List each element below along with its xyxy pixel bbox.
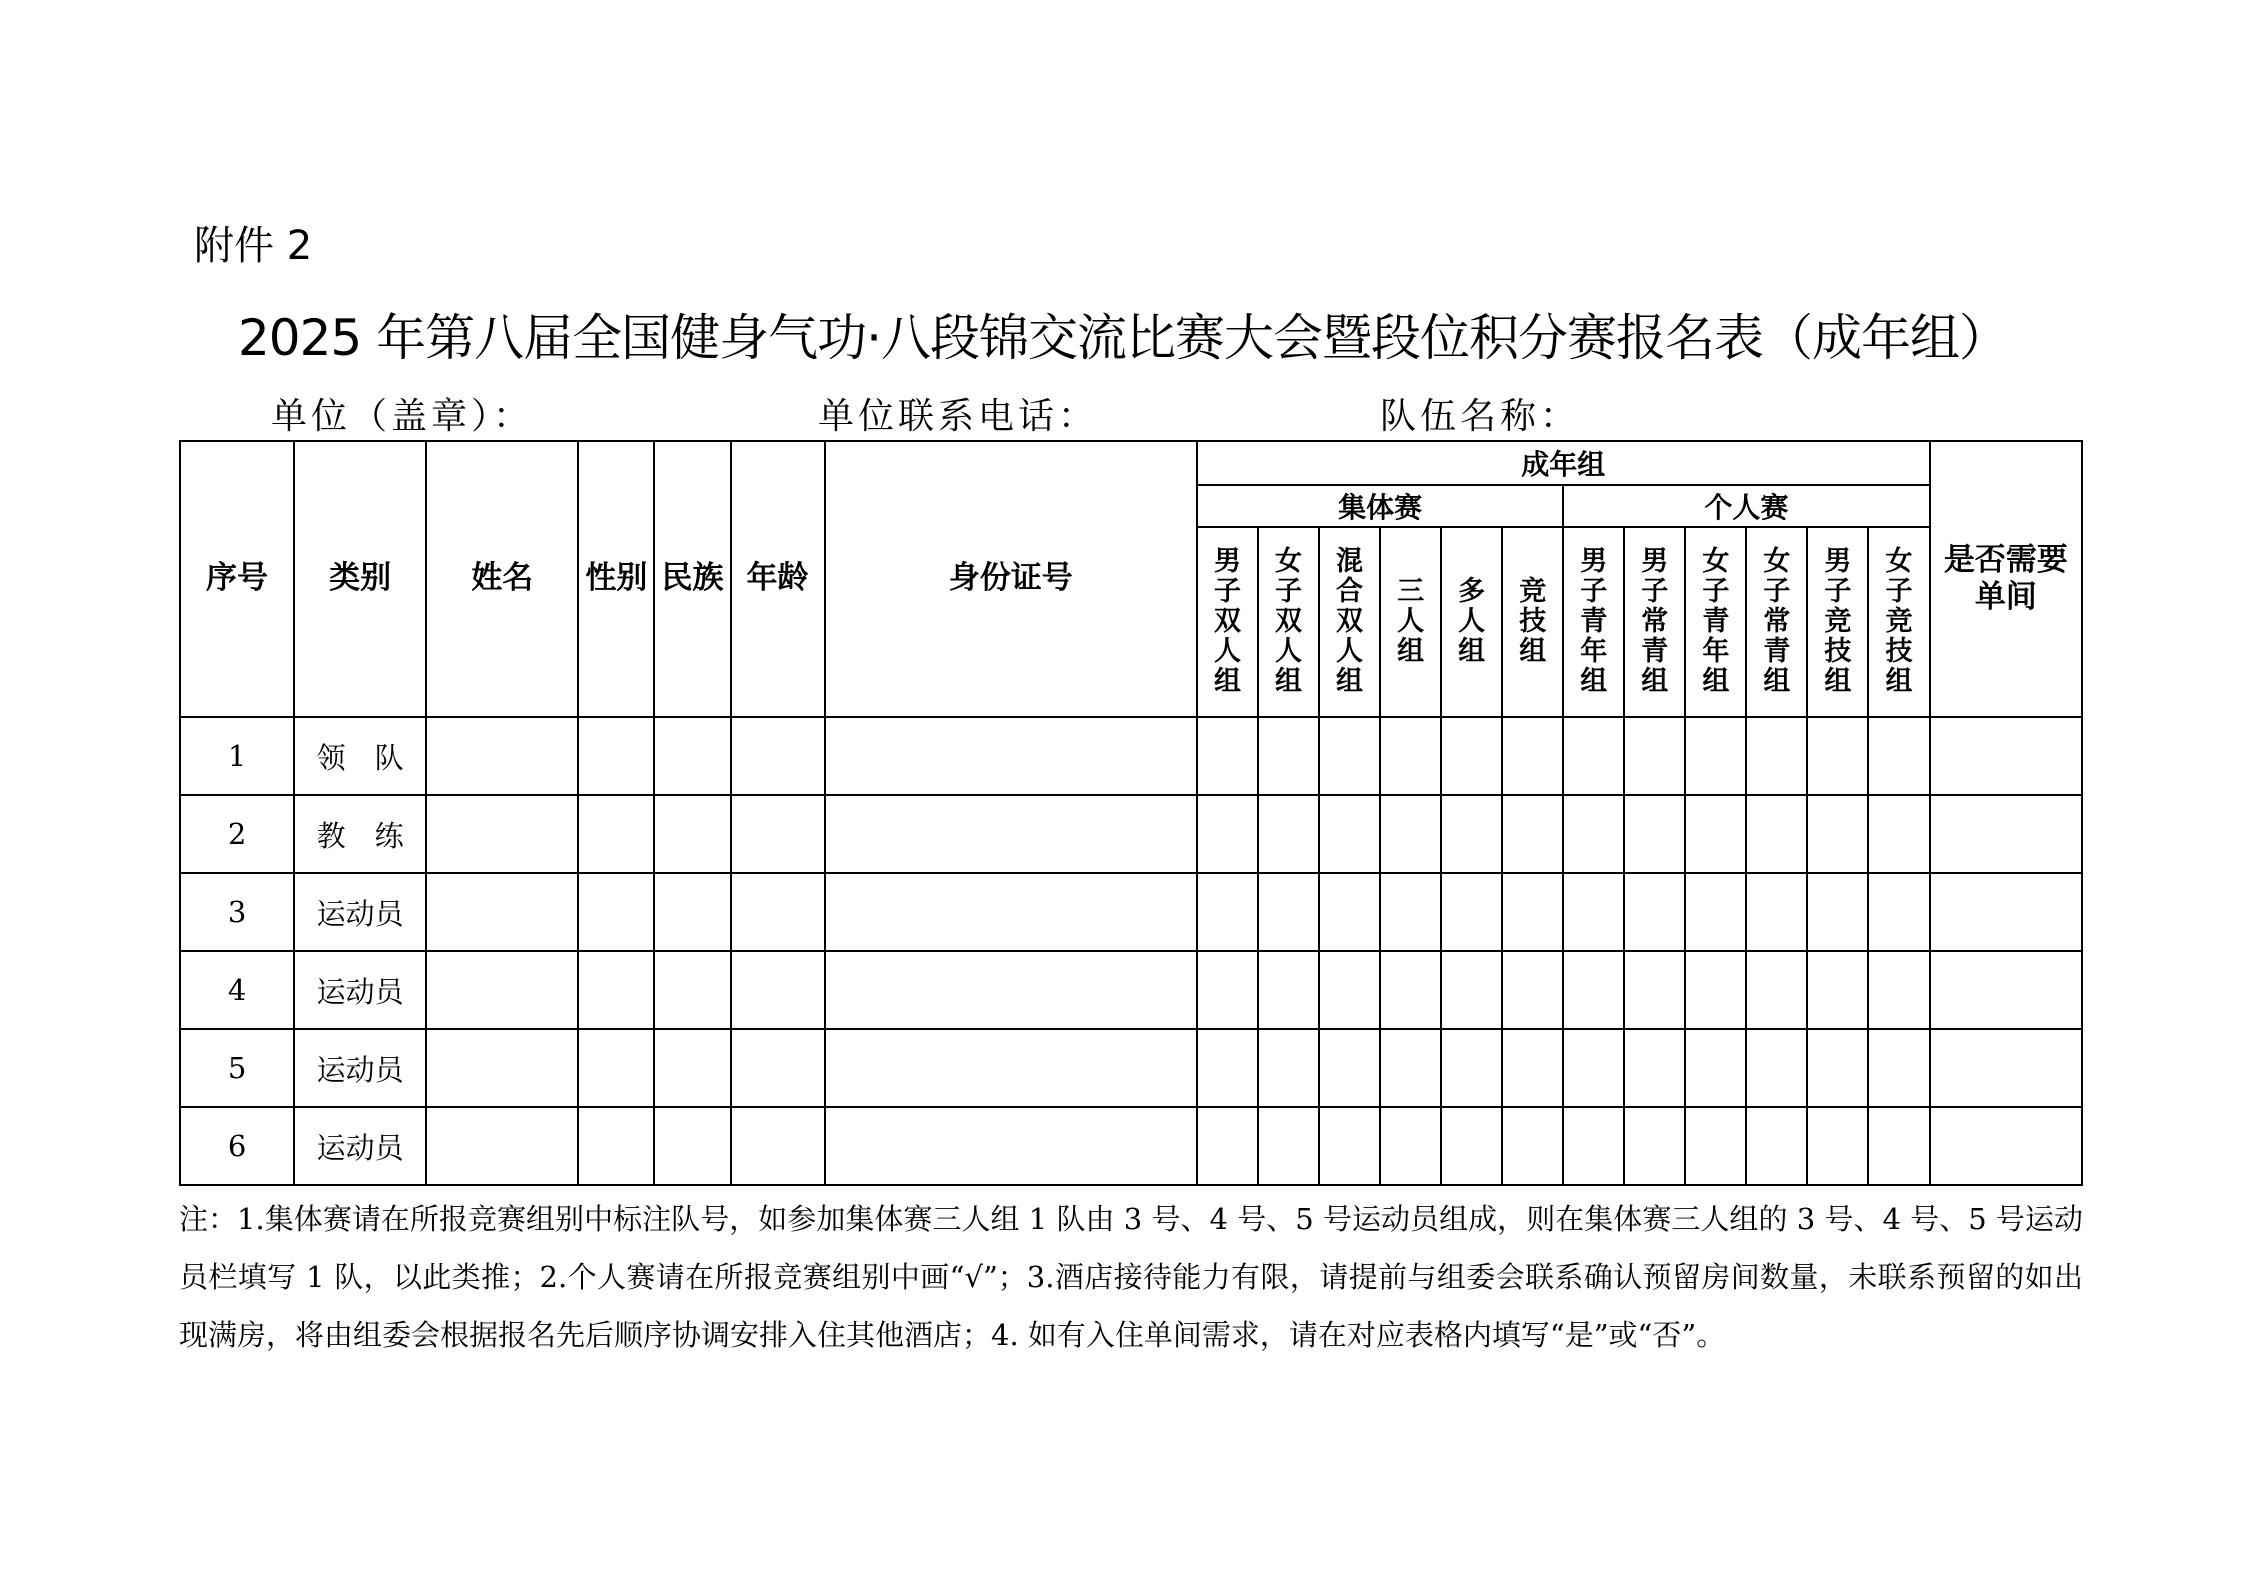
row-category: 运动员 xyxy=(294,951,426,1029)
table-row xyxy=(180,1107,2082,1185)
entry-cell[interactable] xyxy=(1319,873,1380,951)
entry-cell[interactable] xyxy=(1502,1029,1563,1107)
table-row xyxy=(180,951,2082,1029)
entry-cell[interactable] xyxy=(426,1029,578,1107)
entry-cell[interactable] xyxy=(654,717,730,795)
table-row xyxy=(180,1029,2082,1107)
entry-cell[interactable] xyxy=(1868,873,1929,951)
entry-cell[interactable] xyxy=(1685,951,1746,1029)
entry-cell[interactable] xyxy=(1502,1107,1563,1185)
row-category: 运动员 xyxy=(294,1029,426,1107)
entry-cell[interactable] xyxy=(1624,717,1685,795)
header-event-collective-4 xyxy=(1441,527,1502,717)
header-event-collective-1 xyxy=(1258,527,1319,717)
entry-cell[interactable] xyxy=(1868,717,1929,795)
event-label: 女 子 竞 技 组 xyxy=(1885,546,1913,697)
entry-cell[interactable] xyxy=(731,873,825,951)
entry-cell[interactable] xyxy=(654,873,730,951)
entry-cell[interactable] xyxy=(1563,951,1624,1029)
entry-cell[interactable] xyxy=(1258,717,1319,795)
row-seq: 2 xyxy=(180,795,294,873)
header-seq: 序号 xyxy=(180,441,294,717)
header-ethnicity: 民族 xyxy=(654,441,730,717)
attachment-label: 附件 2 xyxy=(194,223,313,269)
entry-cell[interactable] xyxy=(1319,1107,1380,1185)
entry-cell[interactable] xyxy=(1441,873,1502,951)
entry-cell[interactable] xyxy=(1746,717,1807,795)
row-category: 教 练 xyxy=(294,795,426,873)
event-label: 女 子 双 人 组 xyxy=(1275,546,1302,697)
entry-cell[interactable] xyxy=(1930,1029,2082,1107)
header-age: 年龄 xyxy=(731,441,825,717)
entry-cell[interactable] xyxy=(1258,1029,1319,1107)
entry-cell[interactable] xyxy=(654,951,730,1029)
row-seq: 5 xyxy=(180,1029,294,1107)
event-label: 女 子 青 年 组 xyxy=(1702,546,1730,697)
entry-cell[interactable] xyxy=(1380,951,1441,1029)
entry-cell[interactable] xyxy=(1380,795,1441,873)
entry-cell[interactable] xyxy=(1441,1029,1502,1107)
entry-cell[interactable] xyxy=(1258,795,1319,873)
entry-cell[interactable] xyxy=(1624,873,1685,951)
entry-cell[interactable] xyxy=(1197,1107,1258,1185)
entry-cell[interactable] xyxy=(1563,873,1624,951)
entry-cell[interactable] xyxy=(825,795,1197,873)
entry-cell[interactable] xyxy=(825,951,1197,1029)
entry-cell[interactable] xyxy=(1807,795,1868,873)
entry-cell[interactable] xyxy=(1685,795,1746,873)
entry-cell[interactable] xyxy=(578,873,654,951)
header-row-1 xyxy=(180,441,2082,485)
table-row xyxy=(180,795,2082,873)
table-row xyxy=(180,717,2082,795)
entry-cell[interactable] xyxy=(1258,951,1319,1029)
registration-table xyxy=(179,440,2083,1186)
entry-cell[interactable] xyxy=(1258,873,1319,951)
event-label: 多 人 组 xyxy=(1458,576,1486,667)
header-adult-group: 成年组 xyxy=(1197,441,1930,485)
footnote: 注：1.集体赛请在所报竞赛组别中标注队号，如参加集体赛三人组 1 队由 3 号、4 号、5 号运动员组成，则在集体赛三人组的 3 号、4 号、5 号运动员栏填写 1 队，以此类推；2.个人赛请在所报竞赛组别中画“√”；3.酒店接待能力有限，请提前与组委会联系确认预留房间数量，未联系预留的如出现满房，将由组委会根据报名先后顺序协调安排入住其他酒店；4. 如有入住单间需求，请在对应表格内填写“是”或“否”。 xyxy=(179,1202,2083,1352)
entry-cell[interactable] xyxy=(1807,717,1868,795)
entry-cell[interactable] xyxy=(1258,1107,1319,1185)
entry-cell[interactable] xyxy=(1685,1029,1746,1107)
header-event-collective-5 xyxy=(1502,527,1563,717)
header-event-individual-2 xyxy=(1685,527,1746,717)
header-name: 姓名 xyxy=(426,441,578,717)
entry-cell[interactable] xyxy=(1563,795,1624,873)
entry-cell[interactable] xyxy=(1319,951,1380,1029)
entry-cell[interactable] xyxy=(1624,1029,1685,1107)
header-event-individual-4 xyxy=(1807,527,1868,717)
entry-cell[interactable] xyxy=(654,795,730,873)
entry-cell[interactable] xyxy=(731,1107,825,1185)
form-title: 2025 年第八届全国健身气功·八段锦交流比赛大会暨段位积分赛报名表（成年组） xyxy=(237,309,2009,367)
unit-phone-label: 单位联系电话： xyxy=(818,396,1099,437)
entry-cell[interactable] xyxy=(1319,717,1380,795)
entry-cell[interactable] xyxy=(1319,1029,1380,1107)
entry-cell[interactable] xyxy=(1380,873,1441,951)
entry-cell[interactable] xyxy=(1930,717,2082,795)
entry-cell[interactable] xyxy=(1502,717,1563,795)
entry-cell[interactable] xyxy=(426,951,578,1029)
entry-cell[interactable] xyxy=(1502,873,1563,951)
header-individual: 个人赛 xyxy=(1563,485,1929,527)
event-label: 男 子 双 人 组 xyxy=(1213,546,1241,697)
event-label: 混 合 双 人 组 xyxy=(1336,546,1364,697)
entry-cell[interactable] xyxy=(1441,795,1502,873)
entry-cell[interactable] xyxy=(1807,951,1868,1029)
entry-cell[interactable] xyxy=(654,1107,730,1185)
row-seq: 1 xyxy=(180,717,294,795)
row-seq: 6 xyxy=(180,1107,294,1185)
entry-cell[interactable] xyxy=(825,873,1197,951)
entry-cell[interactable] xyxy=(1868,951,1929,1029)
entry-cell[interactable] xyxy=(426,873,578,951)
entry-cell[interactable] xyxy=(1197,717,1258,795)
entry-cell[interactable] xyxy=(1441,951,1502,1029)
header-category: 类别 xyxy=(294,441,426,717)
header-event-collective-0 xyxy=(1197,527,1258,717)
entry-cell[interactable] xyxy=(1197,873,1258,951)
entry-cell[interactable] xyxy=(731,717,825,795)
entry-cell[interactable] xyxy=(426,795,578,873)
entry-cell[interactable] xyxy=(578,717,654,795)
entry-cell[interactable] xyxy=(654,1029,730,1107)
header-id-number: 身份证号 xyxy=(825,441,1197,717)
entry-cell[interactable] xyxy=(1197,795,1258,873)
entry-cell[interactable] xyxy=(1380,717,1441,795)
entry-cell[interactable] xyxy=(1868,1029,1929,1107)
entry-cell[interactable] xyxy=(426,1107,578,1185)
header-event-collective-2 xyxy=(1319,527,1380,717)
entry-cell[interactable] xyxy=(1746,873,1807,951)
entry-cell[interactable] xyxy=(731,951,825,1029)
entry-cell[interactable] xyxy=(1746,795,1807,873)
entry-cell[interactable] xyxy=(1930,873,2082,951)
entry-cell[interactable] xyxy=(1930,1107,2082,1185)
header-event-individual-0 xyxy=(1563,527,1624,717)
entry-cell[interactable] xyxy=(825,717,1197,795)
entry-cell[interactable] xyxy=(1197,1029,1258,1107)
entry-cell[interactable] xyxy=(1624,795,1685,873)
entry-cell[interactable] xyxy=(1807,1029,1868,1107)
entry-cell[interactable] xyxy=(825,1107,1197,1185)
row-category: 运动员 xyxy=(294,873,426,951)
entry-cell[interactable] xyxy=(1685,717,1746,795)
entry-cell[interactable] xyxy=(1502,795,1563,873)
team-name-label: 队伍名称： xyxy=(1380,396,1581,437)
unit-seal-label: 单位（盖章）： xyxy=(271,396,534,437)
table-row xyxy=(180,873,2082,951)
entry-cell[interactable] xyxy=(1746,1029,1807,1107)
event-label: 三 人 组 xyxy=(1397,576,1425,667)
event-label: 男 子 竞 技 组 xyxy=(1824,546,1852,697)
entry-cell[interactable] xyxy=(578,795,654,873)
entry-cell[interactable] xyxy=(1746,951,1807,1029)
header-event-individual-5 xyxy=(1868,527,1929,717)
row-category: 领 队 xyxy=(294,717,426,795)
entry-cell[interactable] xyxy=(731,1029,825,1107)
entry-cell[interactable] xyxy=(1563,1029,1624,1107)
entry-cell[interactable] xyxy=(731,795,825,873)
entry-cell[interactable] xyxy=(1502,951,1563,1029)
header-event-individual-3 xyxy=(1746,527,1807,717)
entry-cell[interactable] xyxy=(426,717,578,795)
entry-cell[interactable] xyxy=(1380,1107,1441,1185)
entry-cell[interactable] xyxy=(1868,1107,1929,1185)
header-collective: 集体赛 xyxy=(1197,485,1563,527)
header-single-room: 是否需要单间 xyxy=(1930,441,2082,717)
entry-cell[interactable] xyxy=(578,951,654,1029)
event-label: 男 子 常 青 组 xyxy=(1641,546,1669,697)
entry-cell[interactable] xyxy=(1563,1107,1624,1185)
entry-cell[interactable] xyxy=(1930,795,2082,873)
entry-cell[interactable] xyxy=(1685,873,1746,951)
event-label: 男 子 青 年 组 xyxy=(1580,546,1608,697)
header-gender: 性别 xyxy=(578,441,654,717)
entry-cell[interactable] xyxy=(1380,1029,1441,1107)
entry-cell[interactable] xyxy=(1563,717,1624,795)
header-event-individual-1 xyxy=(1624,527,1685,717)
event-label: 女 子 常 青 组 xyxy=(1763,546,1791,697)
row-seq: 4 xyxy=(180,951,294,1029)
entry-cell[interactable] xyxy=(1441,717,1502,795)
entry-cell[interactable] xyxy=(1624,951,1685,1029)
event-label: 竞 技 组 xyxy=(1519,576,1547,667)
entry-cell[interactable] xyxy=(1807,873,1868,951)
entry-cell[interactable] xyxy=(1746,1107,1807,1185)
entry-cell[interactable] xyxy=(1807,1107,1868,1185)
entry-cell[interactable] xyxy=(578,1029,654,1107)
entry-cell[interactable] xyxy=(1319,795,1380,873)
entry-cell[interactable] xyxy=(1930,951,2082,1029)
entry-cell[interactable] xyxy=(825,1029,1197,1107)
entry-cell[interactable] xyxy=(1197,951,1258,1029)
header-event-collective-3 xyxy=(1380,527,1441,717)
entry-cell[interactable] xyxy=(1868,795,1929,873)
entry-cell[interactable] xyxy=(1441,1107,1502,1185)
entry-cell[interactable] xyxy=(1624,1107,1685,1185)
entry-cell[interactable] xyxy=(578,1107,654,1185)
entry-cell[interactable] xyxy=(1685,1107,1746,1185)
row-category: 运动员 xyxy=(294,1107,426,1185)
row-seq: 3 xyxy=(180,873,294,951)
